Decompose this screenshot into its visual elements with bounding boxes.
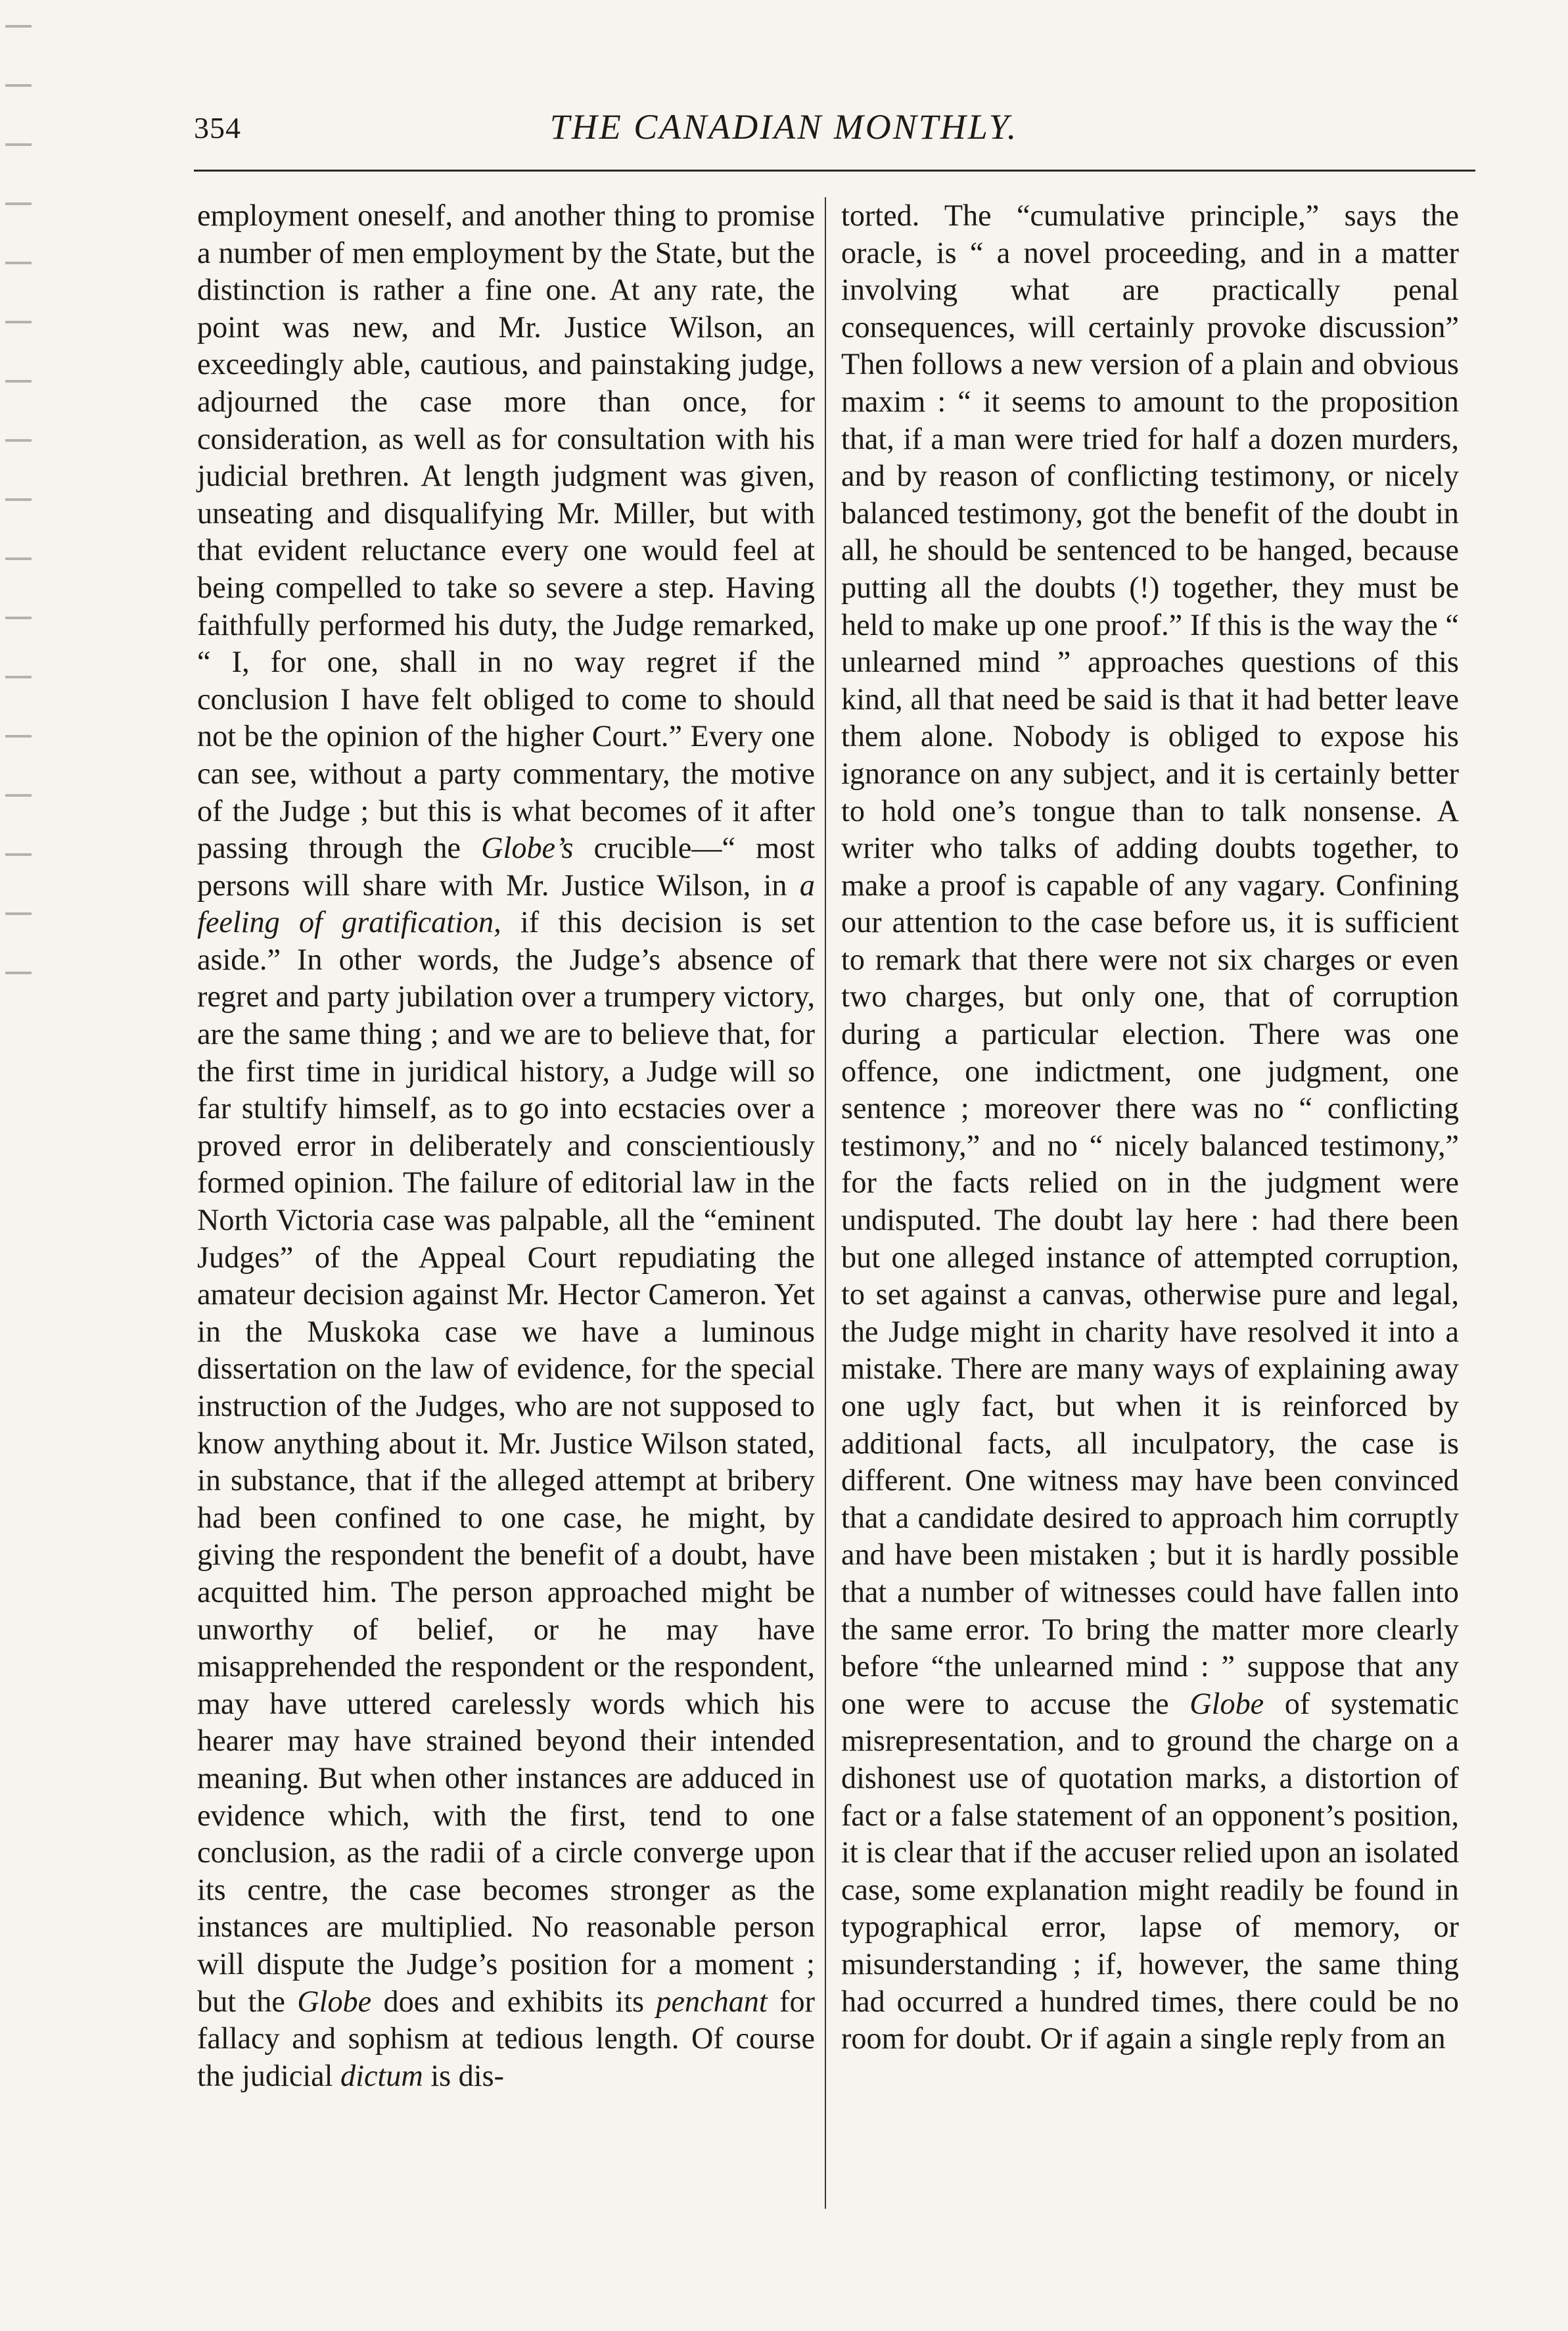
text-segment: employment oneself, and another thing to promise a number of men employment by the State, but the distinction is rather a fine one. At any rate, the point was new, and Mr. Justice Wilson, an exceedingly able, cautious, and painstaking judge, adjourned the case more than once, for consideration, as well as for consultation with his judicial brethren. At length judgment was given, unseating and disqualifying Mr. Miller, but with that evident reluctance every one would feel at being compelled to take so severe a step. Having faithfully performed his duty, the Judge remarked, “ I, for one, shall in no way regret if the conclusion I have felt obliged to come to should not be the opinion of the higher Court.” Every one can see, without a party commentary, the motive of the Judge ; but this is what becomes of it after passing through the — [197, 199, 815, 865]
text-segment-italic: Globe — [297, 1984, 372, 2018]
text-segment: does and exhibits its — [371, 1984, 657, 2018]
left-column — [197, 197, 815, 2094]
text-segment: if this decision is set aside.” In other words, the Judge’s absence of regret and party jubilation over a trumpery victory, are the same thing ; and we are to believe that, for the first time in juridical history, a Judge will so far stultify himself, as to go into ecstacies over a proved error in deliberately and conscientiously formed opinion. The failure of editorial law in the North Victoria case was palpable, all the “eminent Judges” of the Appeal Court repudiating the amateur decision against Mr. Hector Cameron. Yet in the Muskoka case we have a luminous dissertation on the law of evidence, for the special instruction of the Judges, who are not supposed to know anything about it. Mr. Justice Wilson stated, in substance, that if the alleged attempt at bribery had been confined to one case, he might, by giving the respondent the benefit of a doubt, have acquitted him. The person approached might be unworthy of belief, or he may have misapprehended the respondent or the respondent, may have uttered carelessly words which his hearer may have strained beyond their intended meaning. But when other instances are adduced in evidence which, with the first, tend to one conclusion, as the radii of a circle converge upon its centre, the case becomes stronger as the instances are multiplied. No reasonable person will dispute the Judge’s position for a moment ; but the — [197, 905, 815, 2018]
text-segment-italic: a feeling of gratification, — [197, 868, 815, 939]
running-head: THE CANADIAN MONTHLY. — [549, 107, 1019, 147]
text-segment: is dis- — [423, 2058, 504, 2092]
text-segment: crucible—“ most persons will share with Mr. Justice Wilson, in — [197, 831, 816, 902]
text-segment: torted. The “cumulative principle,” says the oracle, is “ a novel proceeding, and in a matter involving what are practically penal consequences, will certainly provoke discussion” Then follows a new version of a plain and obvious maxim : “ it seems to amount to the proposition that, if a man were tried for half a dozen murders, and by reason of conflicting testimony, or nicely balanced testimony, got the benefit of the doubt in all, he should be sentenced to be hanged, because putting all the doubts (!) together, they must be held to make up one proof.” If this is the way the “ unlearned mind ” approaches questions of this kind, all that need be said is that it had better leave them alone. Nobody is obliged to expose his ignorance on any subject, and it is certainly better to hold one’s tongue than to talk nonsense. A writer who talks of adding doubts together, to make a proof is capable of any vagary. Confining our attention to the case before us, it is sufficient to remark that there were not six charges or even two charges, but only one, that of corruption during a particular election. There was one offence, one indictment, one judgment, one sentence ; moreover there was no “ conflicting testimony,” and no “ nicely balanced testimony,” for the facts relied on in the judgment were undisputed. The doubt lay here : had there been but one alleged instance of attempted corruption, to set against a canvas, otherwise pure and legal, the Judge might in charity have resolved it into a mistake. There are many ways of explaining away one ugly fact, but when it is reinforced by additional facts, all inculpatory, the case is different. One witness may have been convinced that a candidate desired to approach him corruptly and have been mistaken ; but it is hardly possible that a number of witnesses could have fallen into the same error. To bring the matter more clearly before “the unlearned mind : ” suppose that any one were to accuse the — [841, 199, 1459, 1720]
header-rule — [194, 170, 1475, 172]
page-number: 354 — [194, 111, 241, 145]
left-column-text — [197, 197, 815, 2094]
right-column — [841, 197, 1459, 2058]
page-edge-marks — [5, 0, 32, 986]
text-segment-italic: penchant — [656, 1984, 768, 2018]
text-segment-italic: Globe — [1189, 1686, 1264, 1720]
text-segment-italic: dictum — [340, 2058, 423, 2092]
right-column-text — [841, 197, 1459, 2058]
text-segment-italic: Globe’s — [481, 831, 574, 865]
text-segment: of systematic misrepresentation, and to ground the charge on a dishonest use of quotation marks, a distortion of fact or a false statement of an opponent’s position, it is clear that if the accuser relied upon an isolated case, some explanation might readily be found in typographical error, lapse of memory, or misunderstanding ; if, however, the same thing had occurred a hundred times, there could be no room for doubt. Or if again a single reply from an — [841, 1686, 1459, 2056]
column-divider — [825, 197, 826, 2209]
text-segment: for fallacy and sophism at tedious length. Of course the judicial — [197, 1984, 815, 2092]
